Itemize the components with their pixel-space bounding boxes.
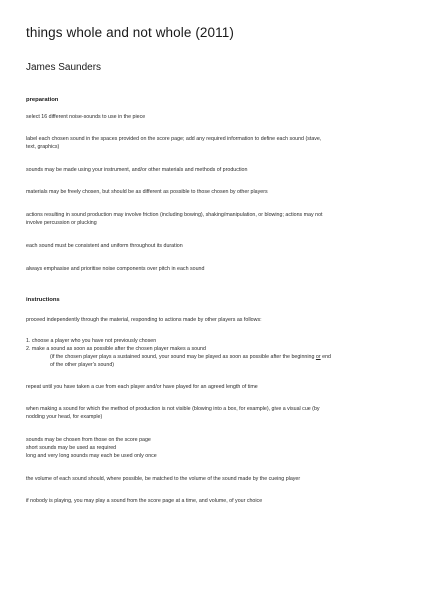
- instructions-visual-cue: [26, 405, 406, 421]
- instructions-intro: [26, 316, 406, 324]
- text-line: short sounds may be used as required: [26, 445, 117, 451]
- instructions-heading: instructions: [26, 297, 60, 303]
- text-line: always emphasise and prioritise noise components over pitch in each sound: [26, 266, 205, 272]
- step-2-note: [50, 353, 406, 369]
- preparation-paragraph-materials: [26, 188, 406, 196]
- text-line: of the other player's sound): [50, 362, 115, 368]
- author-name: James Saunders: [26, 62, 102, 73]
- text-line: sounds may be made using your instrument, and/or other materials and methods of production: [26, 167, 248, 173]
- text-line: select 16 different noise-sounds to use in the piece: [26, 114, 146, 120]
- text-line: sounds may be chosen from those on the score page: [26, 437, 151, 443]
- instructions-durations: [26, 436, 406, 460]
- preparation-paragraph-consistent: [26, 242, 406, 250]
- text-line: [50, 353, 406, 361]
- instructions-idle: [26, 497, 406, 505]
- text-line: when making a sound for which the method of production is not visible (blowing into a box, for example), give a visual cue (by: [26, 406, 320, 412]
- preparation-paragraph-sounds: [26, 166, 406, 174]
- preparation-paragraph-select: [26, 113, 406, 121]
- instructions-steps: [26, 337, 406, 353]
- text-line: if nobody is playing, you may play a sound from the score page at a time, and volume, of your choice: [26, 498, 263, 504]
- preparation-paragraph-label: [26, 135, 406, 151]
- text-line: repeat until you have taken a cue from each player and/or have played for an agreed length of time: [26, 384, 258, 390]
- note-text: (if the chosen player plays a sustained sound, your sound may be played as soon as possible after the beginning: [50, 354, 315, 360]
- text-line: text, graphics): [26, 144, 60, 150]
- text-line: materials may be freely chosen, but should be as different as possible to those chosen by other players: [26, 189, 268, 195]
- note-text-end: end: [322, 354, 331, 360]
- emphasis-or: or: [315, 354, 321, 360]
- preparation-paragraph-actions: [26, 211, 406, 227]
- instructions-repeat: [26, 383, 406, 391]
- preparation-heading: preparation: [26, 97, 59, 103]
- text-line: nodding your head, for example): [26, 414, 103, 420]
- text-line: the volume of each sound should, where possible, be matched to the volume of the sound made by the cueing player: [26, 476, 301, 482]
- step-1: 1. choose a player who you have not previously chosen: [26, 338, 157, 344]
- instructions-volume: [26, 475, 406, 483]
- page-title: things whole and not whole (2011): [26, 25, 234, 40]
- preparation-paragraph-emphasise: [26, 265, 406, 273]
- text-line: proceed independently through the material, responding to actions made by other players as follows:: [26, 317, 262, 323]
- step-2: 2. make a sound as soon as possible after the chosen player makes a sound: [26, 346, 206, 352]
- text-line: each sound must be consistent and uniform throughout its duration: [26, 243, 183, 249]
- text-line: long and very long sounds may each be used only once: [26, 453, 157, 459]
- text-line: label each chosen sound in the spaces provided on the score page; add any required information to define each sound (stave,: [26, 136, 322, 142]
- text-line: actions resulting in sound production may involve friction (including bowing), shaking/manipulation, or blowing; actions may not: [26, 212, 323, 218]
- text-line: involve percussion or plucking: [26, 220, 97, 226]
